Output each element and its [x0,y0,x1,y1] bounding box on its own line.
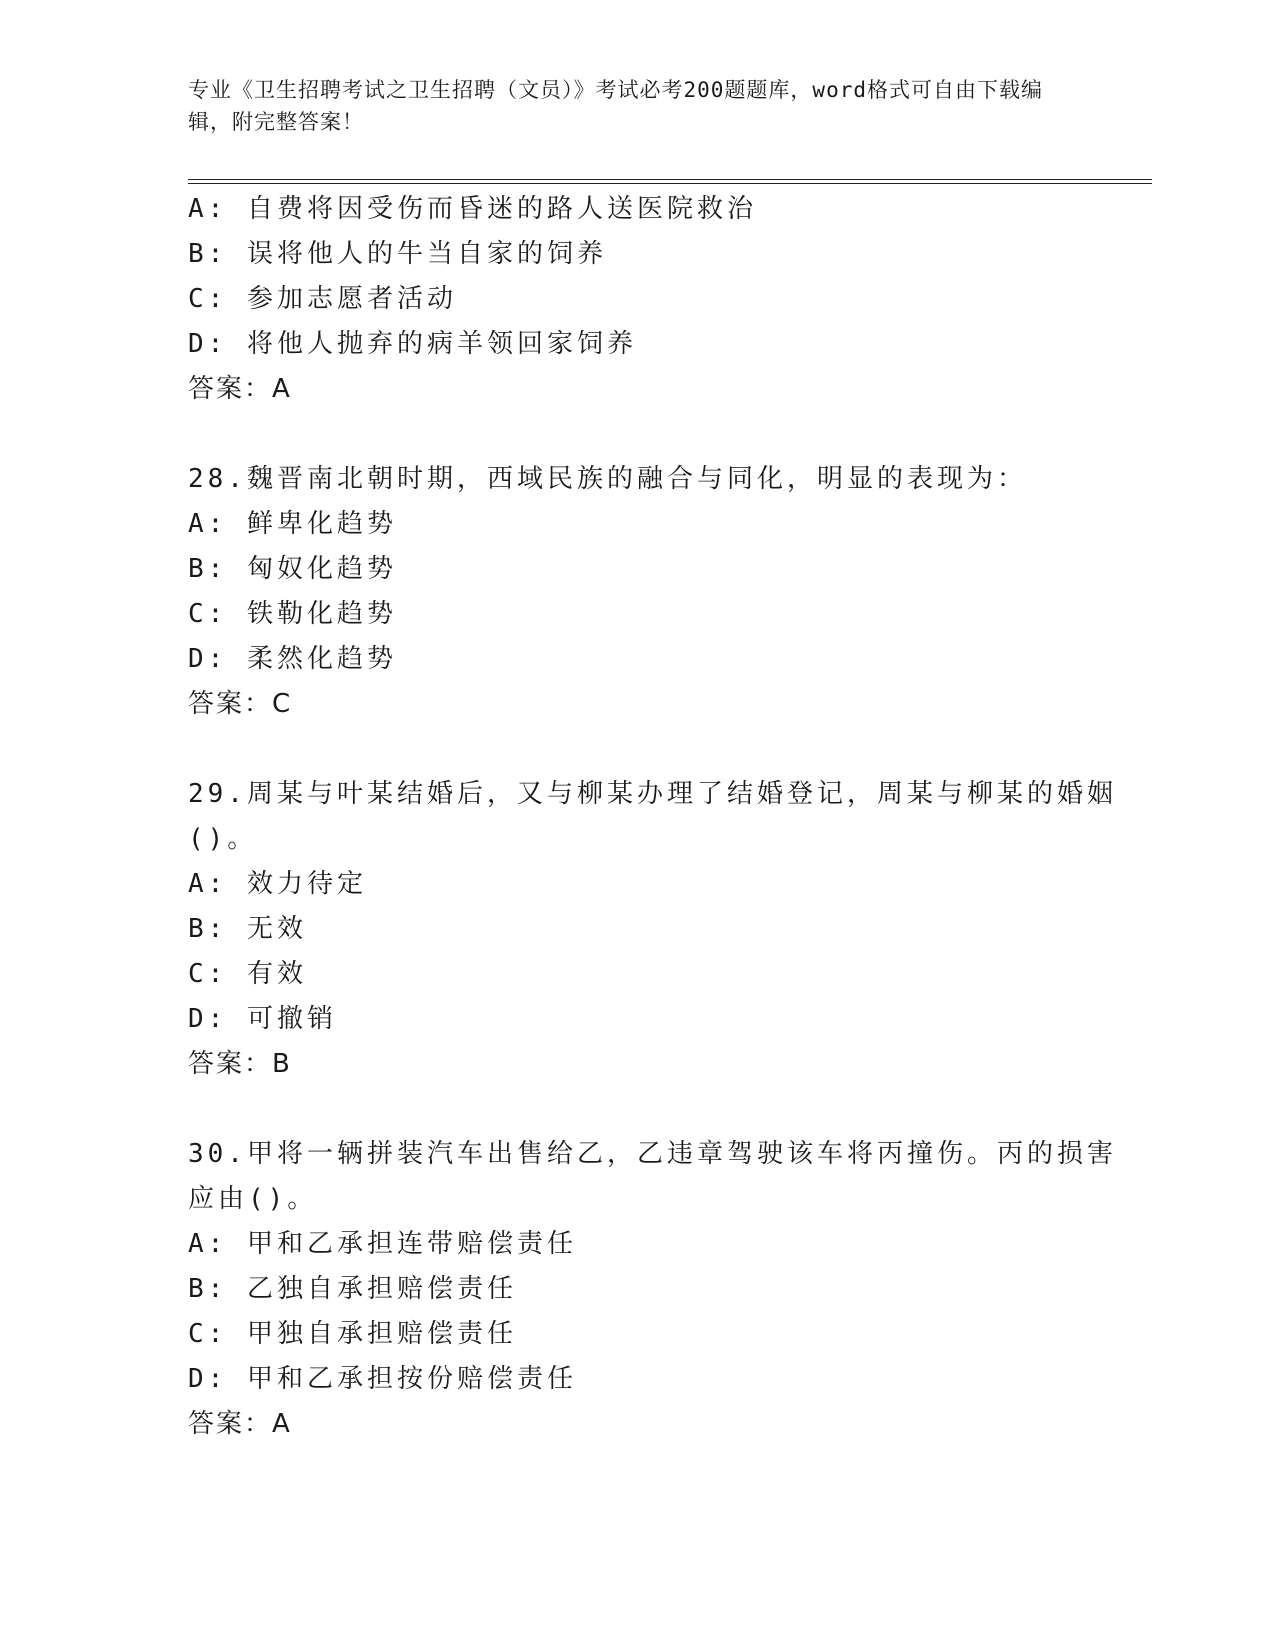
q27-option-c: C: 参加志愿者活动 [188,284,457,314]
q27-option-d: D: 将他人抛弃的病羊领回家饲养 [188,329,637,359]
q30-option-b: B: 乙独自承担赔偿责任 [188,1274,517,1304]
q30-option-a: A: 甲和乙承担连带赔偿责任 [188,1229,577,1259]
q28-option-d: D: 柔然化趋势 [188,644,397,674]
q30-option-c: C: 甲独自承担赔偿责任 [188,1319,517,1349]
q30-option-d: D: 甲和乙承担按份赔偿责任 [188,1364,577,1394]
q29-question-line2: ()。 [188,824,258,854]
q29-option-c: C: 有效 [188,959,307,989]
q30-question-line2: 应由()。 [188,1184,318,1214]
q28-option-a: A: 鲜卑化趋势 [188,509,397,539]
q27-answer: 答案：A [188,374,292,404]
header-divider-top [188,179,1152,180]
q30-question-line1: 30.甲将一辆拼装汽车出售给乙，乙违章驾驶该车将丙撞伤。丙的损害 [188,1139,1117,1169]
q30-answer: 答案：A [188,1409,292,1439]
q29-answer: 答案：B [188,1049,292,1079]
q29-option-a: A: 效力待定 [188,869,367,899]
q28-question: 28.魏晋南北朝时期，西域民族的融合与同化，明显的表现为： [188,464,1027,494]
q29-option-b: B: 无效 [188,914,307,944]
q29-option-d: D: 可撤销 [188,1004,337,1034]
document-header: 专业《卫生招聘考试之卫生招聘（文员）》考试必考200题题库，word格式可自由下载编辑，附完整答案！ [188,78,1043,134]
q28-option-c: C: 铁勒化趋势 [188,599,397,629]
q27-option-a: A: 自费将因受伤而昏迷的路人送医院救治 [188,194,757,224]
q29-question-line1: 29.周某与叶某结婚后，又与柳某办理了结婚登记，周某与柳某的婚姻 [188,779,1117,809]
header-divider-bottom [188,183,1152,184]
q28-answer: 答案：C [188,689,293,719]
q28-option-b: B: 匈奴化趋势 [188,554,397,584]
q27-option-b: B: 误将他人的牛当自家的饲养 [188,239,607,269]
